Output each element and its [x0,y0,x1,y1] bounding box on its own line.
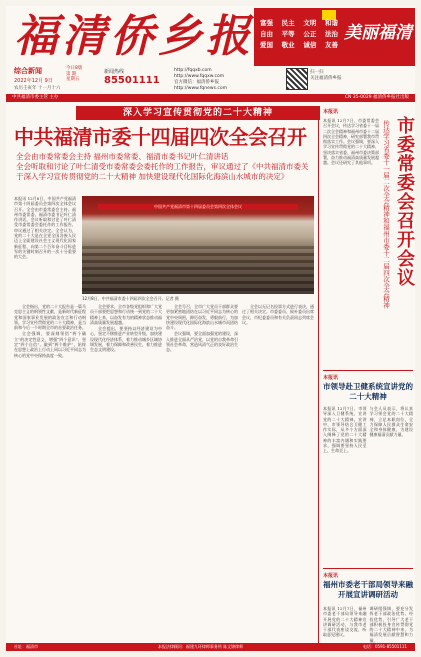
ad-script-slogan: 美丽福清 [344,23,412,43]
body-paragraph: 会议强调，要全面加强党的建设，深入推进全面从严治党，以党的自我革命引领社会革命，营造风清气正的良好政治生态。 [166,331,238,353]
page-footer: 社址：福清市 本报法律顾问：福建九环律师事务所 陈文锦律师 电话：0591-85501111 [6,643,415,651]
hotline-number: 85501111 [104,75,160,86]
core-values-grid [260,18,338,51]
page-category: 综合新闻 [14,67,42,75]
story-title-veterans: 福州市委老干部局领导来融开展宣讲调研活动 [323,580,413,599]
story-body-veterans [323,606,413,643]
story-body-health [323,406,413,566]
photo-caption: 12月8日，中共福清市委十四届四次全会召开。记者 摄 [82,296,179,301]
ad-row: 富强 民主 文明 和谐 [260,19,338,27]
right-subhead: 传达学习省委十一届二次全会精神和福州市委十二届四次全会精神 [382,120,390,309]
ad-row: 爱国 敬业 诚信 友善 [260,41,338,49]
hotline-label: 新闻热线 [104,69,125,75]
qr-code-icon [286,68,308,90]
issue-meta [14,66,102,92]
website-links [174,68,284,92]
news-hotline [104,68,168,92]
body-paragraph: 全会提出，要坚持以经济建设为中心，坚定不移推进产业转型升级，加快建设现代化经济体系，着力推动城乡区域协调发展，着力保障和改善民生，着力推进生态文明建设。 [90,326,162,353]
right-tag: 本报讯 [323,109,339,115]
body-column [166,304,238,642]
body-column [14,304,86,642]
newspaper-page [6,6,415,651]
divider [323,370,413,371]
story-column: 与会人员表示，将认真学习领会党的二十大精神，立足本职岗位，全力保障人民群众生命安全和身体健康，为建设健康福清贡献力量。 [369,406,413,438]
website-link[interactable]: http://www.fqnews.com [174,86,227,91]
newspaper-title: 福清侨乡报 [14,11,254,62]
body-paragraph: 全会号召，全市广大党员干部群众要更加紧密地团结在以习近平同志为核心的党中央周围，踔厉奋发、勇毅前行，为加快建设现代化国际化海滨山水城市而团结奋斗。 [166,304,238,331]
right-story-text: 本报讯 12月7日，市委常委会召开会议，传达学习省委十一届二次全会精神和福州市委十二届四次全会精神，研究部署我市贯彻落实工作。会议强调，要深入学习宣传贯彻党的二十大精神，坚决落实省委、福州市委决策部署，奋力推动福清高质量发展超越。会议还研究了其他事项。 [323,118,379,166]
article-body [14,304,314,642]
deck-line: 全会听取和讨论了叶仁清受市委常委会委托作的工作报告，审议通过了《中共福清市委关于深入学习宣传贯彻党的二十大精神 加快建设现代化国际化海滨山水城市的决定》 [16,162,309,181]
masthead [6,6,415,98]
right-column [318,106,415,651]
body-paragraph: 全会强调，要深刻领悟“两个确立”的决定性意义，增强“四个意识”、坚定“四个自信”、做到“两个维护”，始终在思想上政治上行动上同以习近平同志为核心的党中央保持高度一致。 [14,331,86,358]
meeting-photo [82,196,314,294]
divider [323,568,413,569]
lead-paragraph: 本报讯 12月8日，中国共产党福清市第十四届委员会第四次全体会议召开。全会由市委常委会主持。福州市委常委、福清市委书记叶仁清作讲话。会议听取和讨论了叶仁清受市委常委会委托作的工作报告，审议通过了相关决定。全会认为，党的二十大是在全党全国各族人民迈上全面建设社会主义现代化国家新征程、向第二个百年奋斗目标进军的关键时刻召开的一次十分重要的大会。 [14,196,76,260]
body-column [242,304,314,642]
story-title-health: 市领导赴卫健系统宣讲党的二十大精神 [323,382,413,401]
story-column: 本报讯 12月7日，福州市委老干部局领导来融开展党的二十大精神宣讲调研活动，与我市老干部代表座谈交流，听取意见建议。 [323,606,367,638]
body-column [90,304,162,642]
website-link[interactable]: http://fqqxb.com [174,68,212,73]
headline-deck [16,152,312,182]
story-column: 调研组强调，要充分发挥老干部政治优势、经验优势，引导广大老干部积极投身宣传贯彻党的二十大精神中来，为福清发展贡献智慧和力量。 [369,606,413,643]
body-paragraph: 全会要求，全市各级党组织和广大党员干部要把思想和行动统一到党的二十大精神上来，以奋发有为的精神状态推动福清高质量发展超越。 [90,304,162,325]
website-link[interactable]: http://www.fqqxw.com [174,74,225,79]
masthead-ad [254,8,415,66]
right-headline: 市委常委会召开会议 [394,116,415,287]
main-headline: 中共福清市委十四届四次全会召开 [14,125,307,149]
qr-caption: 扫一扫 关注福清侨乡报 [310,70,342,81]
wechat-label: 官方微信：福清侨乡报 [174,80,219,85]
issue-date: 2022年12月 9日 [14,78,53,84]
issue-info: 今日8版 第 期 星期五 [66,66,83,82]
deck-line: 全会由市委常委会主持 福州市委常委、福清市委书记叶仁清讲话 [16,152,229,161]
story-column: 本报讯 12月7日，市领导深入卫健系统，宣讲党的二十大精神。宣讲中，市领导结合卫健工作实际，从多个方面深入阐释了党的二十大精神的丰富内涵和实践要求，强调要坚持人民至上、生命至上。 [323,406,367,454]
body-paragraph: 全会以无记名投票方式进行表决，通过了相关决定。市委委员、候补委员出席会议，市纪委委员和有关负责同志列席会议。 [242,304,314,325]
publisher-band: 中共福清市委主管 主办 CN 35-0029 福清侨乡报社出版 [6,94,415,102]
right-tag: 本报讯 [323,573,339,579]
section-banner: 深入学习宣传贯彻党的二十大精神 [76,106,320,120]
ad-row: 自由 平等 公正 法治 [260,30,338,38]
lunar-date: 农历壬寅年 十一月十六 [14,86,61,91]
photo-banner-text: 中国共产党福清市第十四届委员会第四次全体会议 [98,204,298,210]
photo-audience [82,246,314,294]
body-paragraph: 全会指出，党的二十大报告是一篇马克思主义的纲领性文献，是新时代新征程党和国家事业发展的政治宣言和行动纲领。学习宣传贯彻党的二十大精神，是当前和今后一个时期全市的首要政治任务。 [14,304,86,331]
right-tag: 本报讯 [323,375,339,381]
